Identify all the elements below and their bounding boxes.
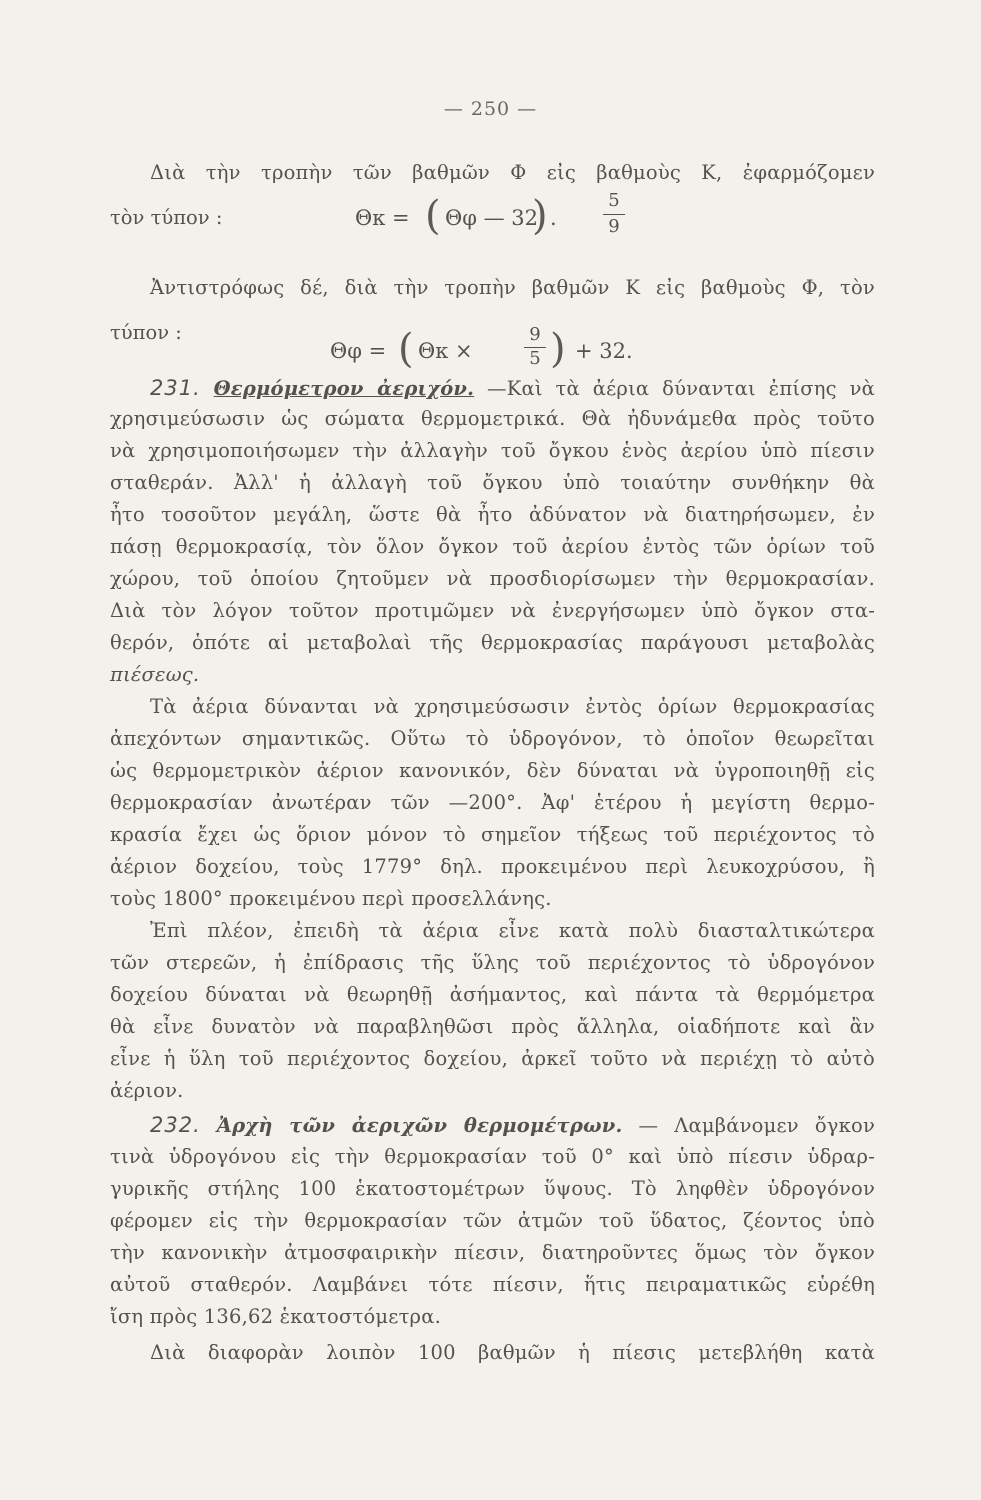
page-number: — 250 — [443,98,538,120]
section-231-para3-line: Ἐπὶ πλέον, ἐπειδὴ τὰ ἀέρια εἶνε κατὰ πολὺ διασταλτικώτερα [150,919,875,942]
formula-2-close-paren: ) [550,326,566,372]
formula-2-open-paren: ( [398,326,414,372]
formula-2-tail: + 32. [575,339,633,363]
section-232-line: αὐτοῦ σταθερόν. Λαμβάνει τότε πίεσιν, ἥτις πειραματικῶς εὑρέθη [110,1273,875,1296]
formula-intro-line-1: Διὰ τὴν τροπὴν τῶν βαθμῶν Φ εἰς βαθμοὺς Κ, ἐφαρμόζομεν [150,161,875,184]
formula-1-fraction-bar [603,214,625,215]
section-231-line: θερόν, ὁπότε αἱ μεταβολαὶ τῆς θερμοκρασίας παράγουσι μεταβολὰς [110,631,875,654]
section-231-line: ἦτο τοσοῦτον μεγάλη, ὥστε θὰ ἦτο ἀδύνατον νὰ διατηρήσωμεν, ἐν [110,503,875,526]
section-231-title: Θερμόμετρον ἀεριχόν. [213,377,475,400]
section-231-line-0: —Καὶ τὰ ἀέρια δύνανται ἐπίσης νὰ [487,377,875,400]
formula-1-dot: . [550,206,557,230]
formula-label-1: τὸν τύπον : [110,206,223,229]
section-231-para2-line: Τὰ ἀέρια δύνανται νὰ χρησιμεύσωσιν ἐντὸς ὁρίων θερμοκρασίας [150,695,875,718]
section-231-line: πάσῃ θερμοκρασίᾳ, τὸν ὅλον ὄγκον τοῦ ἀερίου ἐντὸς τῶν ὁρίων τοῦ [110,535,875,558]
formula-2-lhs: Θφ = [330,339,387,363]
formula-1-close-paren: ) [532,193,548,239]
section-231-heading-line [150,375,875,402]
formula-2-inner: Θκ × [418,339,473,363]
formula-2-numerator: 9 [529,324,541,345]
section-231-line: χρησιμεύσωσιν ὡς σώματα θερμομετρικά. Θὰ ἠδυνάμεθα πρὸς τοῦτο [110,407,875,430]
section-231-para3-line: τῶν στερεῶν, ἡ ἐπίδρασις τῆς ὕλης τοῦ περιέχοντος τὸ ὑδρογόνον [110,951,875,974]
section-232-line: γυρικῆς στήλης 100 ἑκατοστομέτρων ὕψους. Τὸ ληφθὲν ὑδρογόνον [110,1177,875,1200]
formula-1-inner: Θφ — 32 [445,206,538,230]
formula-2-denominator: 5 [529,348,541,369]
section-231-para2-line: ἀέριον δοχείου, τοὺς 1779° δηλ. προκειμένου περὶ λευκοχρύσου, ἢ [110,855,875,878]
formula-intro-line-2: Ἀντιστρόφως δέ, διὰ τὴν τροπὴν βαθμῶν Κ εἰς βαθμοὺς Φ, τὸν [150,276,875,299]
formula-1-lhs: Θκ = [355,206,410,230]
section-232-line: τινὰ ὑδρογόνου εἰς τὴν θερμοκρασίαν τοῦ 0° καὶ ὑπὸ πίεσιν ὑδραρ- [110,1145,875,1168]
section-231-para2-line: θερμοκρασίαν ἀνωτέραν τῶν —200°. Ἀφ' ἑτέρου ἡ μεγίστη θερμο- [110,791,875,814]
section-232-line: τὴν κανονικὴν ἀτμοσφαιρικὴν πίεσιν, διατηροῦντες ὅμως τὸν ὄγκον [110,1241,875,1264]
section-232-para2-line: Διὰ διαφορὰν λοιπὸν 100 βαθμῶν ἡ πίεσις μετεβλήθη κατὰ [150,1341,875,1364]
section-232-line-0: — Λαμβάνομεν ὄγκον [638,1114,875,1137]
section-232-number: 232. [150,1113,201,1137]
section-231-para2-line: τοὺς 1800° προκειμένου περὶ προσελλάνης. [110,887,552,910]
section-231-line: πιέσεως. [110,663,200,686]
section-231-line: χώρου, τοῦ ὁποίου ζητοῦμεν νὰ προσδιορίσωμεν τὴν θερμοκρασίαν. [110,567,875,590]
section-231-para3-line: δοχείου δύναται νὰ θεωρηθῇ ἀσήμαντος, καὶ πάντα τὰ θερμόμετρα [110,983,875,1006]
section-232-title: Ἀρχὴ τῶν ἀεριχῶν θερμομέτρων. [216,1114,623,1137]
section-231-para2-line: ἀπεχόντων σημαντικῶς. Οὕτω τὸ ὑδρογόνον, τὸ ὁποῖον θεωρεῖται [110,727,875,750]
section-231-line: Διὰ τὸν λόγον τοῦτον προτιμῶμεν νὰ ἐνεργήσωμεν ὑπὸ ὄγκον στα- [110,599,875,622]
section-231-para3-line: ἀέριον. [110,1079,184,1102]
section-232-heading-line [150,1112,875,1139]
formula-label-2: τύπον : [110,321,182,344]
section-231-line: νὰ χρησιμοποιήσωμεν τὴν ἀλλαγὴν τοῦ ὄγκου ἑνὸς ἀερίου ὑπὸ πίεσιν [110,439,875,462]
formula-1-open-paren: ( [425,193,441,239]
section-232-line: φέρομεν εἰς τὴν θερμοκρασίαν τῶν ἀτμῶν τοῦ ὕδατος, ζέοντος ὑπὸ [110,1209,875,1232]
section-231-para2-line: κρασία ἔχει ὡς ὅριον μόνον τὸ σημεῖον τήξεως τοῦ περιέχοντος τὸ [110,823,875,846]
section-231-para3-line: εἶνε ἡ ὕλη τοῦ περιέχοντος δοχείου, ἀρκεῖ τοῦτο νὰ περιέχῃ τὸ αὐτὸ [110,1047,875,1070]
section-232-line: ἴση πρὸς 136,62 ἑκατοστόμετρα. [110,1305,441,1328]
section-231-line: σταθεράν. Ἀλλ' ἡ ἀλλαγὴ τοῦ ὄγκου ὑπὸ τοιαύτην συνθήκην θὰ [110,471,875,494]
formula-1-numerator: 5 [608,190,620,211]
section-231-para3-line: θὰ εἶνε δυνατὸν νὰ παραβληθῶσι πρὸς ἄλληλα, οἱαδήποτε καὶ ἂν [110,1015,875,1038]
section-231-number: 231. [150,376,201,400]
section-231-para2-line: ὡς θερμομετρικὸν ἀέριον κανονικόν, δὲν δύναται νὰ ὑγροποιηθῇ εἰς [110,759,875,782]
formula-1-denominator: 9 [608,216,620,237]
